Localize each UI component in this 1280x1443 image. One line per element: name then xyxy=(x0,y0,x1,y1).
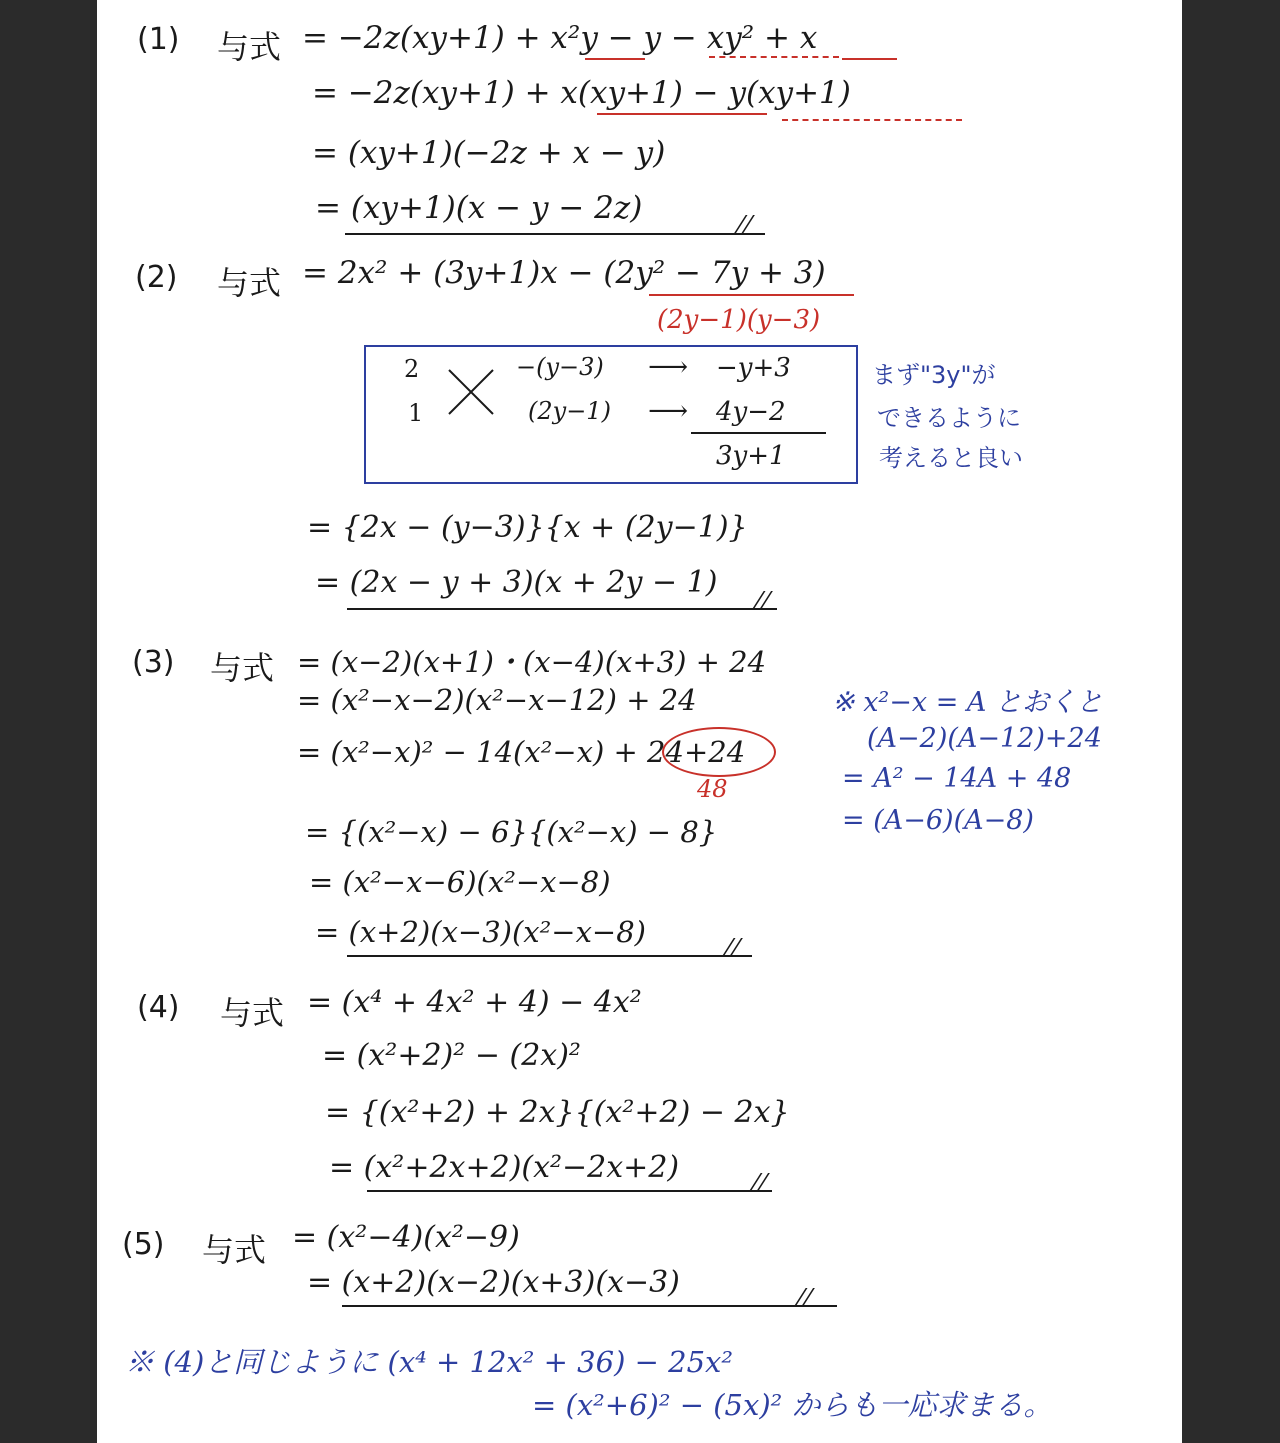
problem-2-head: 与式 xyxy=(217,264,282,302)
p5-answer-underline xyxy=(342,1305,837,1307)
p4-answer-underline xyxy=(367,1190,772,1192)
p1-red-underline-c xyxy=(597,113,767,115)
p2-red-factor-note: (2y−1)(y−3) xyxy=(657,305,821,335)
p1-line-3: = (xy+1)(−2z + x − y) xyxy=(312,135,666,171)
p1-line-1: = −2z(xy+1) + x²y − y − xy² + x xyxy=(302,20,818,56)
p3-line-1: = (x−2)(x+1)・(x−4)(x+3) + 24 xyxy=(297,645,767,679)
box-r1-coef: 2 xyxy=(404,355,420,383)
p1-end-mark: // xyxy=(732,212,756,237)
problem-3-label: (3) xyxy=(132,645,175,680)
p4-line-4: = (x²+2x+2)(x²−2x+2) xyxy=(329,1150,680,1185)
p2-line-2: = {2x − (y−3)}{x + (2y−1)} xyxy=(307,510,748,545)
box-r2-product: 4y−2 xyxy=(716,397,786,427)
p3-red-sum-note: 48 xyxy=(697,775,728,803)
p4-end-mark: // xyxy=(747,1170,771,1195)
box-r2-term: (2y−1) xyxy=(528,397,611,425)
p3-line-5: = (x²−x−6)(x²−x−8) xyxy=(309,865,611,899)
p3-line-2: = (x²−x−2)(x²−x−12) + 24 xyxy=(297,683,697,717)
arrow-icon-2: ⟶ xyxy=(648,394,689,427)
bottom-note-line-2: = (x²+6)² − (5x)² からも一応求まる。 xyxy=(532,1388,1053,1422)
problem-4-head: 与式 xyxy=(220,994,285,1032)
problem-1-head: 与式 xyxy=(217,28,282,66)
box-r1-term: −(y−3) xyxy=(516,353,604,381)
p3-end-mark: // xyxy=(720,935,744,960)
p4-line-2: = (x²+2)² − (2x)² xyxy=(322,1038,581,1073)
bottom-note-line-1: ※ (4)と同じように (x⁴ + 12x² + 36) − 25x² xyxy=(125,1345,733,1379)
p3-line-6: = (x+2)(x−3)(x²−x−8) xyxy=(315,915,646,949)
p1-line-2: = −2z(xy+1) + x(xy+1) − y(xy+1) xyxy=(312,75,851,111)
p2-end-mark: // xyxy=(750,588,774,613)
problem-1-label: (1) xyxy=(137,22,180,57)
problem-5-label: (5) xyxy=(122,1227,165,1262)
p3-line-4: = {(x²−x) − 6}{(x²−x) − 8} xyxy=(305,815,718,849)
box-sum: 3y+1 xyxy=(716,441,786,471)
p5-line-2: = (x+2)(x−2)(x+3)(x−3) xyxy=(307,1265,680,1300)
p2-red-underline xyxy=(649,294,854,296)
p4-line-1: = (x⁴ + 4x² + 4) − 4x² xyxy=(307,985,642,1020)
p4-line-3: = {(x²+2) + 2x}{(x²+2) − 2x} xyxy=(325,1095,790,1130)
arrow-icon-1: ⟶ xyxy=(648,350,689,383)
p3-line-3: = (x²−x)² − 14(x²−x) + 24+24 xyxy=(297,735,746,769)
cross-icon xyxy=(446,367,496,417)
p3-side-note-4: = (A−6)(A−8) xyxy=(842,805,1034,836)
p1-red-wavy-a xyxy=(709,50,839,58)
problem-2-label: (2) xyxy=(135,260,178,295)
p5-line-1: = (x²−4)(x²−9) xyxy=(292,1220,520,1255)
p1-red-wavy-b xyxy=(782,113,962,121)
hint-line-2: できるように xyxy=(877,404,1021,432)
p5-end-mark: // xyxy=(792,1285,816,1310)
p3-side-note-1: ※ x²−x = A とおくと xyxy=(832,687,1103,718)
handwritten-page xyxy=(97,0,1182,1443)
hint-line-1: まず"3y"が xyxy=(872,361,996,389)
problem-3-head: 与式 xyxy=(210,649,275,687)
p1-line-4: = (xy+1)(x − y − 2z) xyxy=(315,190,643,226)
box-r2-coef: 1 xyxy=(408,399,424,427)
hint-line-3: 考えると良い xyxy=(879,444,1023,472)
p3-answer-underline xyxy=(347,955,752,957)
p1-red-underline-b xyxy=(842,58,897,60)
p2-line-3: = (2x − y + 3)(x + 2y − 1) xyxy=(315,565,718,600)
p3-side-note-2: (A−2)(A−12)+24 xyxy=(867,723,1102,754)
problem-4-label: (4) xyxy=(137,990,180,1025)
p2-line-1: = 2x² + (3y+1)x − (2y² − 7y + 3) xyxy=(302,255,826,291)
p2-answer-underline xyxy=(347,608,777,610)
cross-multiplication-box xyxy=(364,345,858,484)
p3-red-circle xyxy=(662,727,776,777)
box-r1-product: −y+3 xyxy=(716,353,791,383)
p1-red-underline-a xyxy=(585,58,645,60)
box-sum-line xyxy=(691,432,826,434)
p1-answer-underline xyxy=(345,233,765,235)
problem-5-head: 与式 xyxy=(202,1231,267,1269)
p3-side-note-3: = A² − 14A + 48 xyxy=(842,763,1072,794)
